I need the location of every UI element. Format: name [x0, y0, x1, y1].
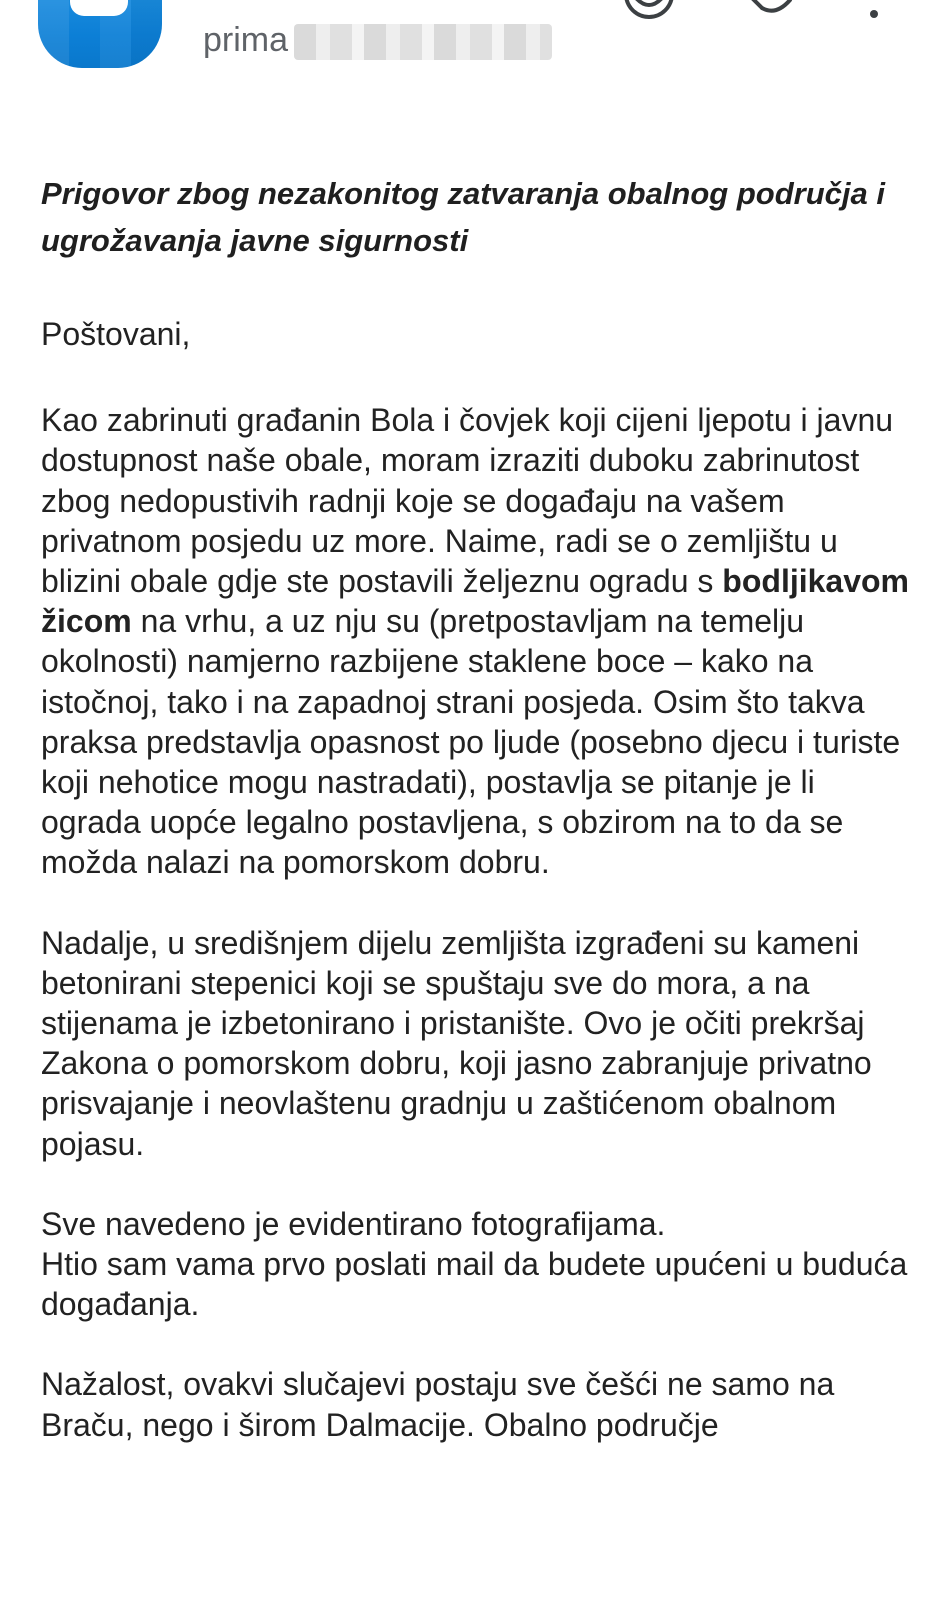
email-greeting: Poštovani, [41, 316, 191, 352]
paragraph-1-text-a: Kao zabrinuti građanin Bola i čovjek koji cijeni ljepotu i javnu dostupnost naše obale, moram izraziti duboku zabrinutost zbog nedopustivih radnji koje se događaju na vašem privatnom posjedu uz more. Naime, radi se o zemljištu u blizini obale gdje ste postavili željeznu ogradu s [41, 402, 894, 600]
paragraph-1-bold-text: bodljikavom žicom [41, 563, 909, 640]
email-content [41, 170, 911, 1485]
more-vert-icon[interactable] [858, 0, 890, 22]
email-paragraph-3 [41, 1204, 911, 1325]
recipient-label: prima [203, 21, 289, 59]
email-paragraph-2: Nadalje, u središnjem dijelu zemljišta izgrađeni su kameni betonirani stepenici koji se spuštaju sve do mora, a na stijenama je izbetonirano i pristanište. Ovo je očiti prekršaj Zakona o pomorskom dobru, koji jasno zabranjuje privatno prisvajanje i neovlaštenu gradnju u zaštićenom obalnom pojasu. [41, 924, 872, 1162]
email-paragraph-1 [41, 400, 911, 882]
email-paragraph-4: Nažalost, ovakvi slučajevi postaju sve češći ne samo na Braču, nego i širom Dalmacije. Obalno područje [41, 1366, 835, 1443]
paragraph-3-line-1: Sve navedeno je evidentirano fotografijama. [41, 1205, 666, 1242]
recipient-address-redacted[interactable] [294, 24, 552, 60]
email-header [0, 0, 949, 90]
email-body [41, 314, 911, 1445]
paragraph-1-text-b: na vrhu, a uz nju su (pretpostavljam na temelju okolnosti) namjerno razbijene staklene boce – kako na istočnoj, tako i na zapadnoj strani posjeda. Osim što takva praksa predstavlja opasnost po ljude (posebno djecu i turiste koji nehotice mogu nastradati), postavlja se pitanje je li ograda uopće legalno postavljena, s obzirom na to da se možda nalazi na pomorskom dobru. [41, 603, 901, 881]
emoji-icon[interactable] [622, 0, 676, 26]
avatar-shape [70, 0, 128, 16]
email-subject: Prigovor zbog nezakonitog zatvaranja obalnog područja i ugrožavanja javne sigurnosti [41, 176, 885, 258]
paragraph-3-line-2: Htio sam vama prvo poslati mail da budete upućeni u buduća događanja. [41, 1246, 908, 1323]
reply-icon[interactable] [744, 0, 798, 20]
